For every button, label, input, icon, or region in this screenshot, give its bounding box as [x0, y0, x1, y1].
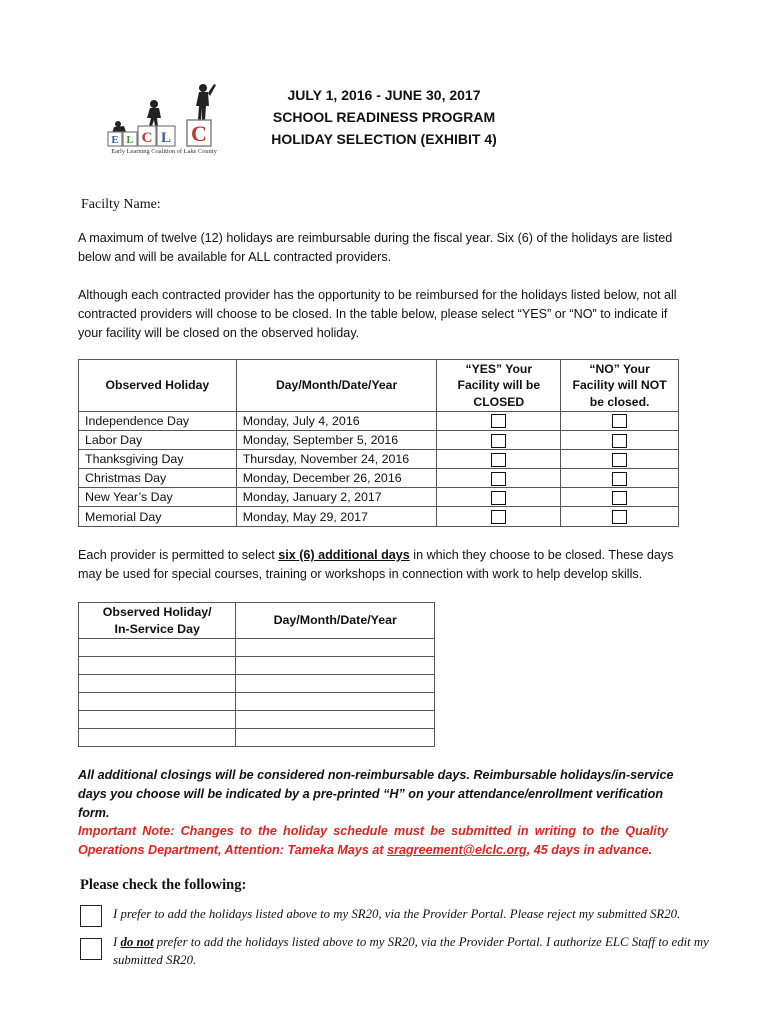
option2-text	[113, 934, 733, 969]
blank-date-cell[interactable]	[236, 729, 435, 747]
table-row	[79, 507, 679, 526]
table-row	[79, 431, 679, 450]
header-yes-closed: “YES” Your Facility will be CLOSED	[437, 360, 561, 412]
svg-text:C: C	[141, 130, 153, 146]
holiday-selection-table	[78, 359, 679, 527]
important-note-text: Important Note: Changes to the holiday schedule must be submitted in writing to the Quality Operations Department, Attention: Tameka Mays at	[78, 824, 668, 857]
yes-checkbox[interactable]	[491, 491, 506, 505]
instructions-paragraph: Although each contracted provider has the opportunity to be reimbursed for the holidays listed below, not all contracted providers will choose to be closed. In the table below, please select “YES” or “NO” to indicate if your facility will be closed on the observed holiday.	[78, 288, 677, 340]
blank-holiday-cell[interactable]	[79, 711, 236, 729]
intro-paragraph: A maximum of twelve (12) holidays are reimbursable during the fiscal year. Six (6) of the holidays are listed below and will be available for ALL contracted providers.	[78, 231, 673, 264]
option2-text-end: prefer to add the holidays listed above to my SR20, via the Provider Portal. I authorize ELC Staff to edit my submitted SR20.	[113, 935, 709, 967]
holiday-date: Monday, January 2, 2017	[236, 488, 437, 507]
table-row	[79, 693, 435, 711]
yes-checkbox[interactable]	[491, 453, 506, 467]
table-row	[79, 488, 679, 507]
holiday-name: New Year’s Day	[79, 488, 237, 507]
no-checkbox[interactable]	[612, 434, 627, 448]
elclc-logo	[104, 76, 224, 160]
blank-date-cell[interactable]	[236, 675, 435, 693]
table-header-row	[79, 603, 435, 639]
header-observed-holiday-inservice	[79, 603, 236, 639]
holiday-name: Thanksgiving Day	[79, 450, 237, 469]
option1-checkbox[interactable]	[80, 905, 102, 927]
no-checkbox[interactable]	[612, 453, 627, 467]
blank-date-cell[interactable]	[236, 639, 435, 657]
no-checkbox[interactable]	[612, 472, 627, 486]
header-title: HOLIDAY SELECTION (EXHIBIT 4)	[271, 131, 497, 147]
table-row	[79, 639, 435, 657]
logo-caption: Early Learning Coalition of Lake County	[111, 148, 217, 155]
additional-days-text: Each provider is permitted to select	[78, 548, 279, 562]
yes-checkbox[interactable]	[491, 414, 506, 428]
additional-days-paragraph	[78, 546, 688, 584]
additional-days-table	[78, 602, 435, 747]
blank-holiday-cell[interactable]	[79, 693, 236, 711]
table-row	[79, 711, 435, 729]
holiday-date: Monday, September 5, 2016	[236, 431, 437, 450]
non-reimbursable-note: All additional closings will be considered non-reimbursable days. Reimbursable holidays/in-service days you choose will be indicated by a pre-printed “H” on your attendance/enrollment verification form.	[78, 768, 674, 820]
header-line: Observed Holiday/	[102, 604, 212, 619]
header-date: Day/Month/Date/Year	[236, 603, 435, 639]
header-program: SCHOOL READINESS PROGRAM	[272, 109, 496, 125]
option2-checkbox[interactable]	[80, 938, 102, 960]
yes-checkbox[interactable]	[491, 472, 506, 486]
svg-text:E: E	[111, 134, 119, 146]
no-checkbox[interactable]	[612, 491, 627, 505]
no-checkbox[interactable]	[612, 414, 627, 428]
header-dates: JULY 1, 2016 - JUNE 30, 2017	[287, 87, 481, 103]
svg-text:C: C	[191, 121, 207, 146]
important-note-text-end: , 45 days in advance.	[526, 843, 653, 857]
option2-emphasis: do not	[120, 935, 154, 949]
holiday-date: Monday, May 29, 2017	[236, 507, 437, 526]
yes-checkbox[interactable]	[491, 434, 506, 448]
document-header	[225, 84, 543, 150]
additional-days-text-end: in which they choose to be closed. These days may be used for special courses, training or workshops in connection with work to help develop skills.	[78, 548, 674, 581]
blank-holiday-cell[interactable]	[79, 729, 236, 747]
blank-date-cell[interactable]	[236, 693, 435, 711]
holiday-date: Monday, July 4, 2016	[236, 412, 437, 431]
holiday-name: Labor Day	[79, 431, 237, 450]
holiday-date: Thursday, November 24, 2016	[236, 450, 437, 469]
holiday-name: Memorial Day	[79, 507, 237, 526]
email-link[interactable]: sragreement@elclc.org	[387, 843, 527, 857]
logo-graphic	[104, 76, 224, 148]
yes-checkbox[interactable]	[491, 510, 506, 524]
option1-text: I prefer to add the holidays listed above to my SR20, via the Provider Portal. Please reject my submitted SR20.	[113, 907, 681, 921]
option2-text-start: I	[113, 935, 121, 949]
header-no-open: “NO” Your Facility will NOT be closed.	[561, 360, 679, 412]
blank-date-cell[interactable]	[236, 657, 435, 675]
blank-holiday-cell[interactable]	[79, 657, 236, 675]
important-note	[78, 822, 668, 860]
holiday-name: Independence Day	[79, 412, 237, 431]
table-row	[79, 450, 679, 469]
no-checkbox[interactable]	[612, 510, 627, 524]
header-observed-holiday: Observed Holiday	[79, 360, 237, 412]
svg-text:L: L	[160, 130, 172, 146]
table-row	[79, 729, 435, 747]
table-row	[79, 675, 435, 693]
header-line: In-Service Day	[114, 621, 200, 636]
check-following-title: Please check the following:	[80, 877, 247, 893]
table-row	[79, 469, 679, 488]
holiday-date: Monday, December 26, 2016	[236, 469, 437, 488]
facility-name-label: Facilty Name:	[81, 197, 161, 212]
table-row	[79, 412, 679, 431]
svg-text:L: L	[126, 134, 134, 146]
header-date: Day/Month/Date/Year	[236, 360, 437, 412]
blank-holiday-cell[interactable]	[79, 639, 236, 657]
blank-holiday-cell[interactable]	[79, 675, 236, 693]
additional-days-emphasis: six (6) additional days	[278, 548, 410, 562]
table-row	[79, 657, 435, 675]
blank-date-cell[interactable]	[236, 711, 435, 729]
holiday-name: Christmas Day	[79, 469, 237, 488]
table-header-row	[79, 360, 679, 412]
